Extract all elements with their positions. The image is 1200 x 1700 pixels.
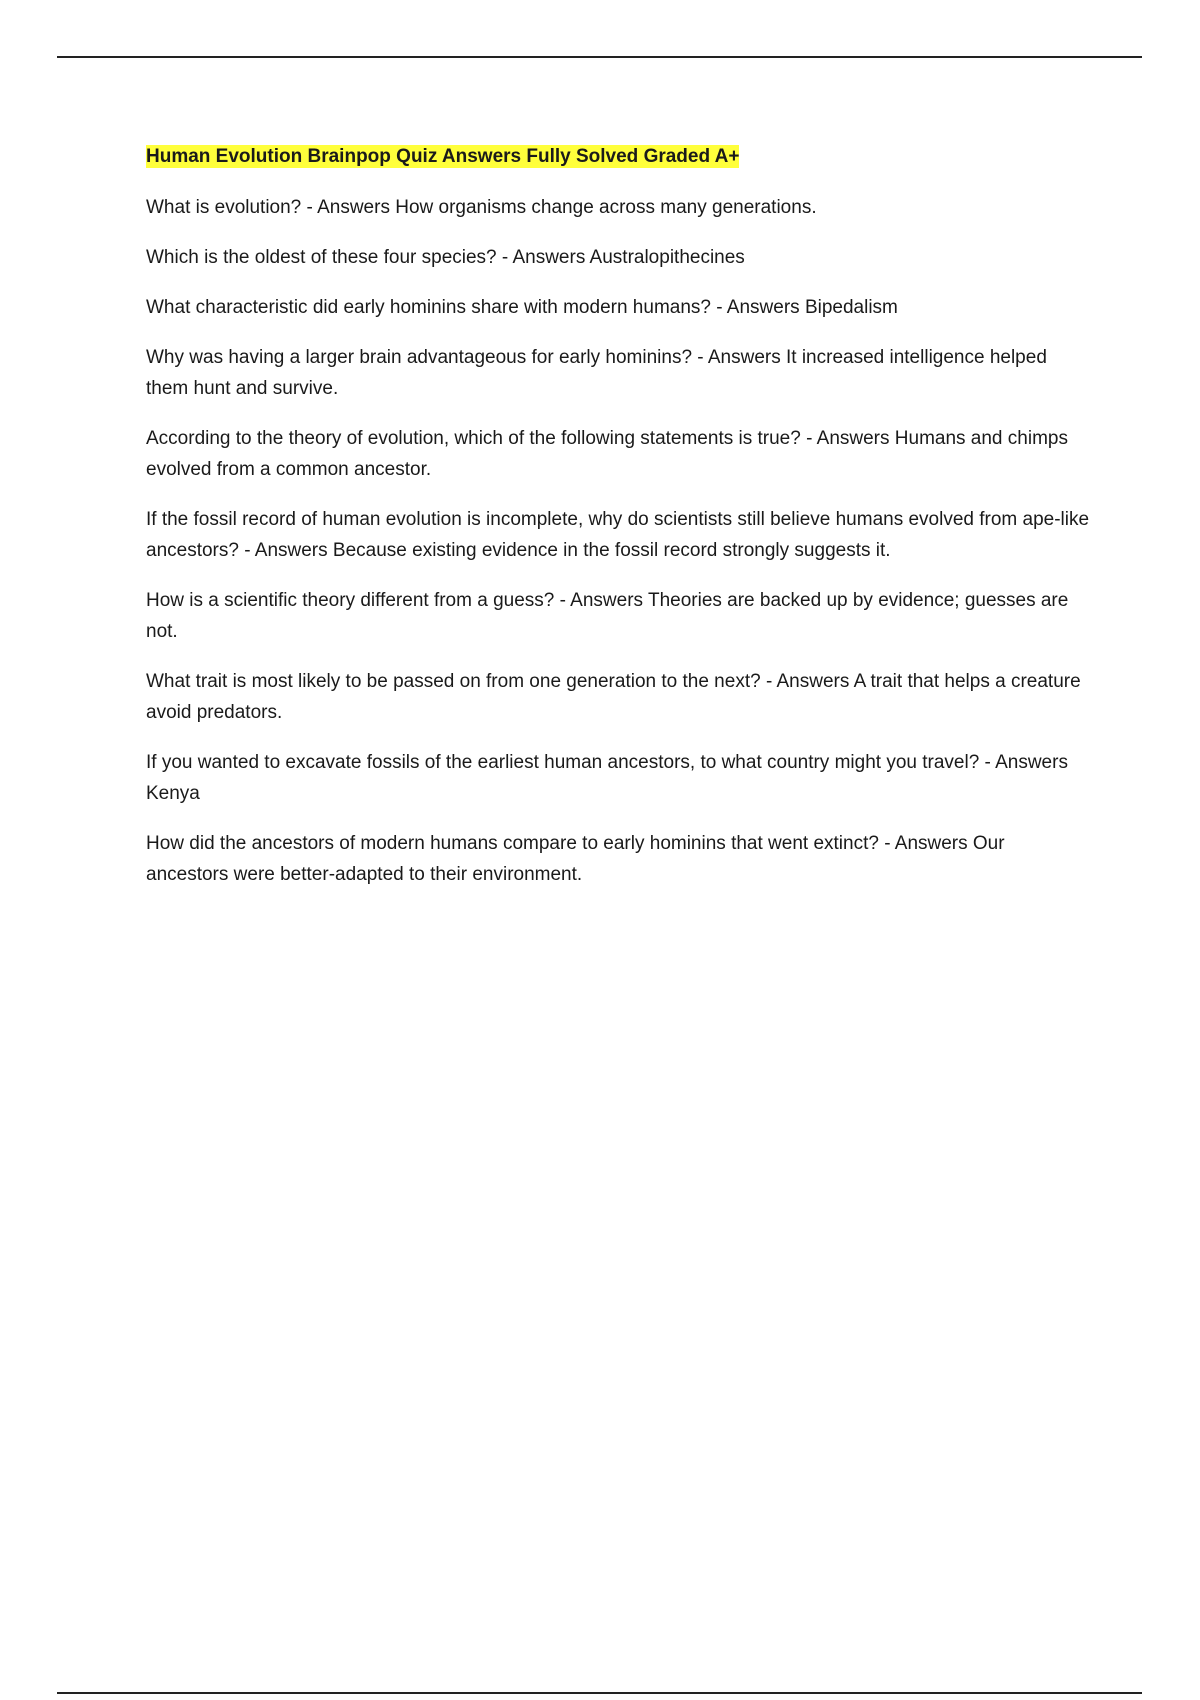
qa-item-4: Why was having a larger brain advantageous for early hominins? - Answers It increased intelligence helped them hunt and survive. xyxy=(146,347,1047,399)
document-title: Human Evolution Brainpop Quiz Answers Fully Solved Graded A+ xyxy=(146,146,740,167)
qa-item-6: If the fossil record of human evolution is incomplete, why do scientists still believe humans evolved from ape-like ancestors? - Answers Because existing evidence in the fossil record strongly suggests it. xyxy=(146,509,1090,561)
qa-item-8: What trait is most likely to be passed on from one generation to the next? - Answers A trait that helps a creature avoid predators. xyxy=(146,671,1081,723)
qa-item-9: If you wanted to excavate fossils of the earliest human ancestors, to what country might you travel? - Answers Kenya xyxy=(146,752,1068,804)
title-line xyxy=(146,144,1091,170)
qa-item-3: What characteristic did early hominins share with modern humans? - Answers Bipedalism xyxy=(146,297,898,318)
document-body xyxy=(146,144,1091,909)
qa-item-2: Which is the oldest of these four species? - Answers Australopithecines xyxy=(146,247,745,268)
qa-item-7: How is a scientific theory different from a guess? - Answers Theories are backed up by evidence; guesses are not. xyxy=(146,590,1069,642)
qa-item-5: According to the theory of evolution, which of the following statements is true? - Answers Humans and chimps evolved from a common ancestor. xyxy=(146,428,1068,480)
footer-rule xyxy=(57,1692,1142,1694)
qa-item-10: How did the ancestors of modern humans compare to early hominins that went extinct? - Answers Our ancestors were better-adapted to their environment. xyxy=(146,833,1005,885)
header-rule xyxy=(57,56,1142,58)
qa-item-1: What is evolution? - Answers How organisms change across many generations. xyxy=(146,197,817,218)
